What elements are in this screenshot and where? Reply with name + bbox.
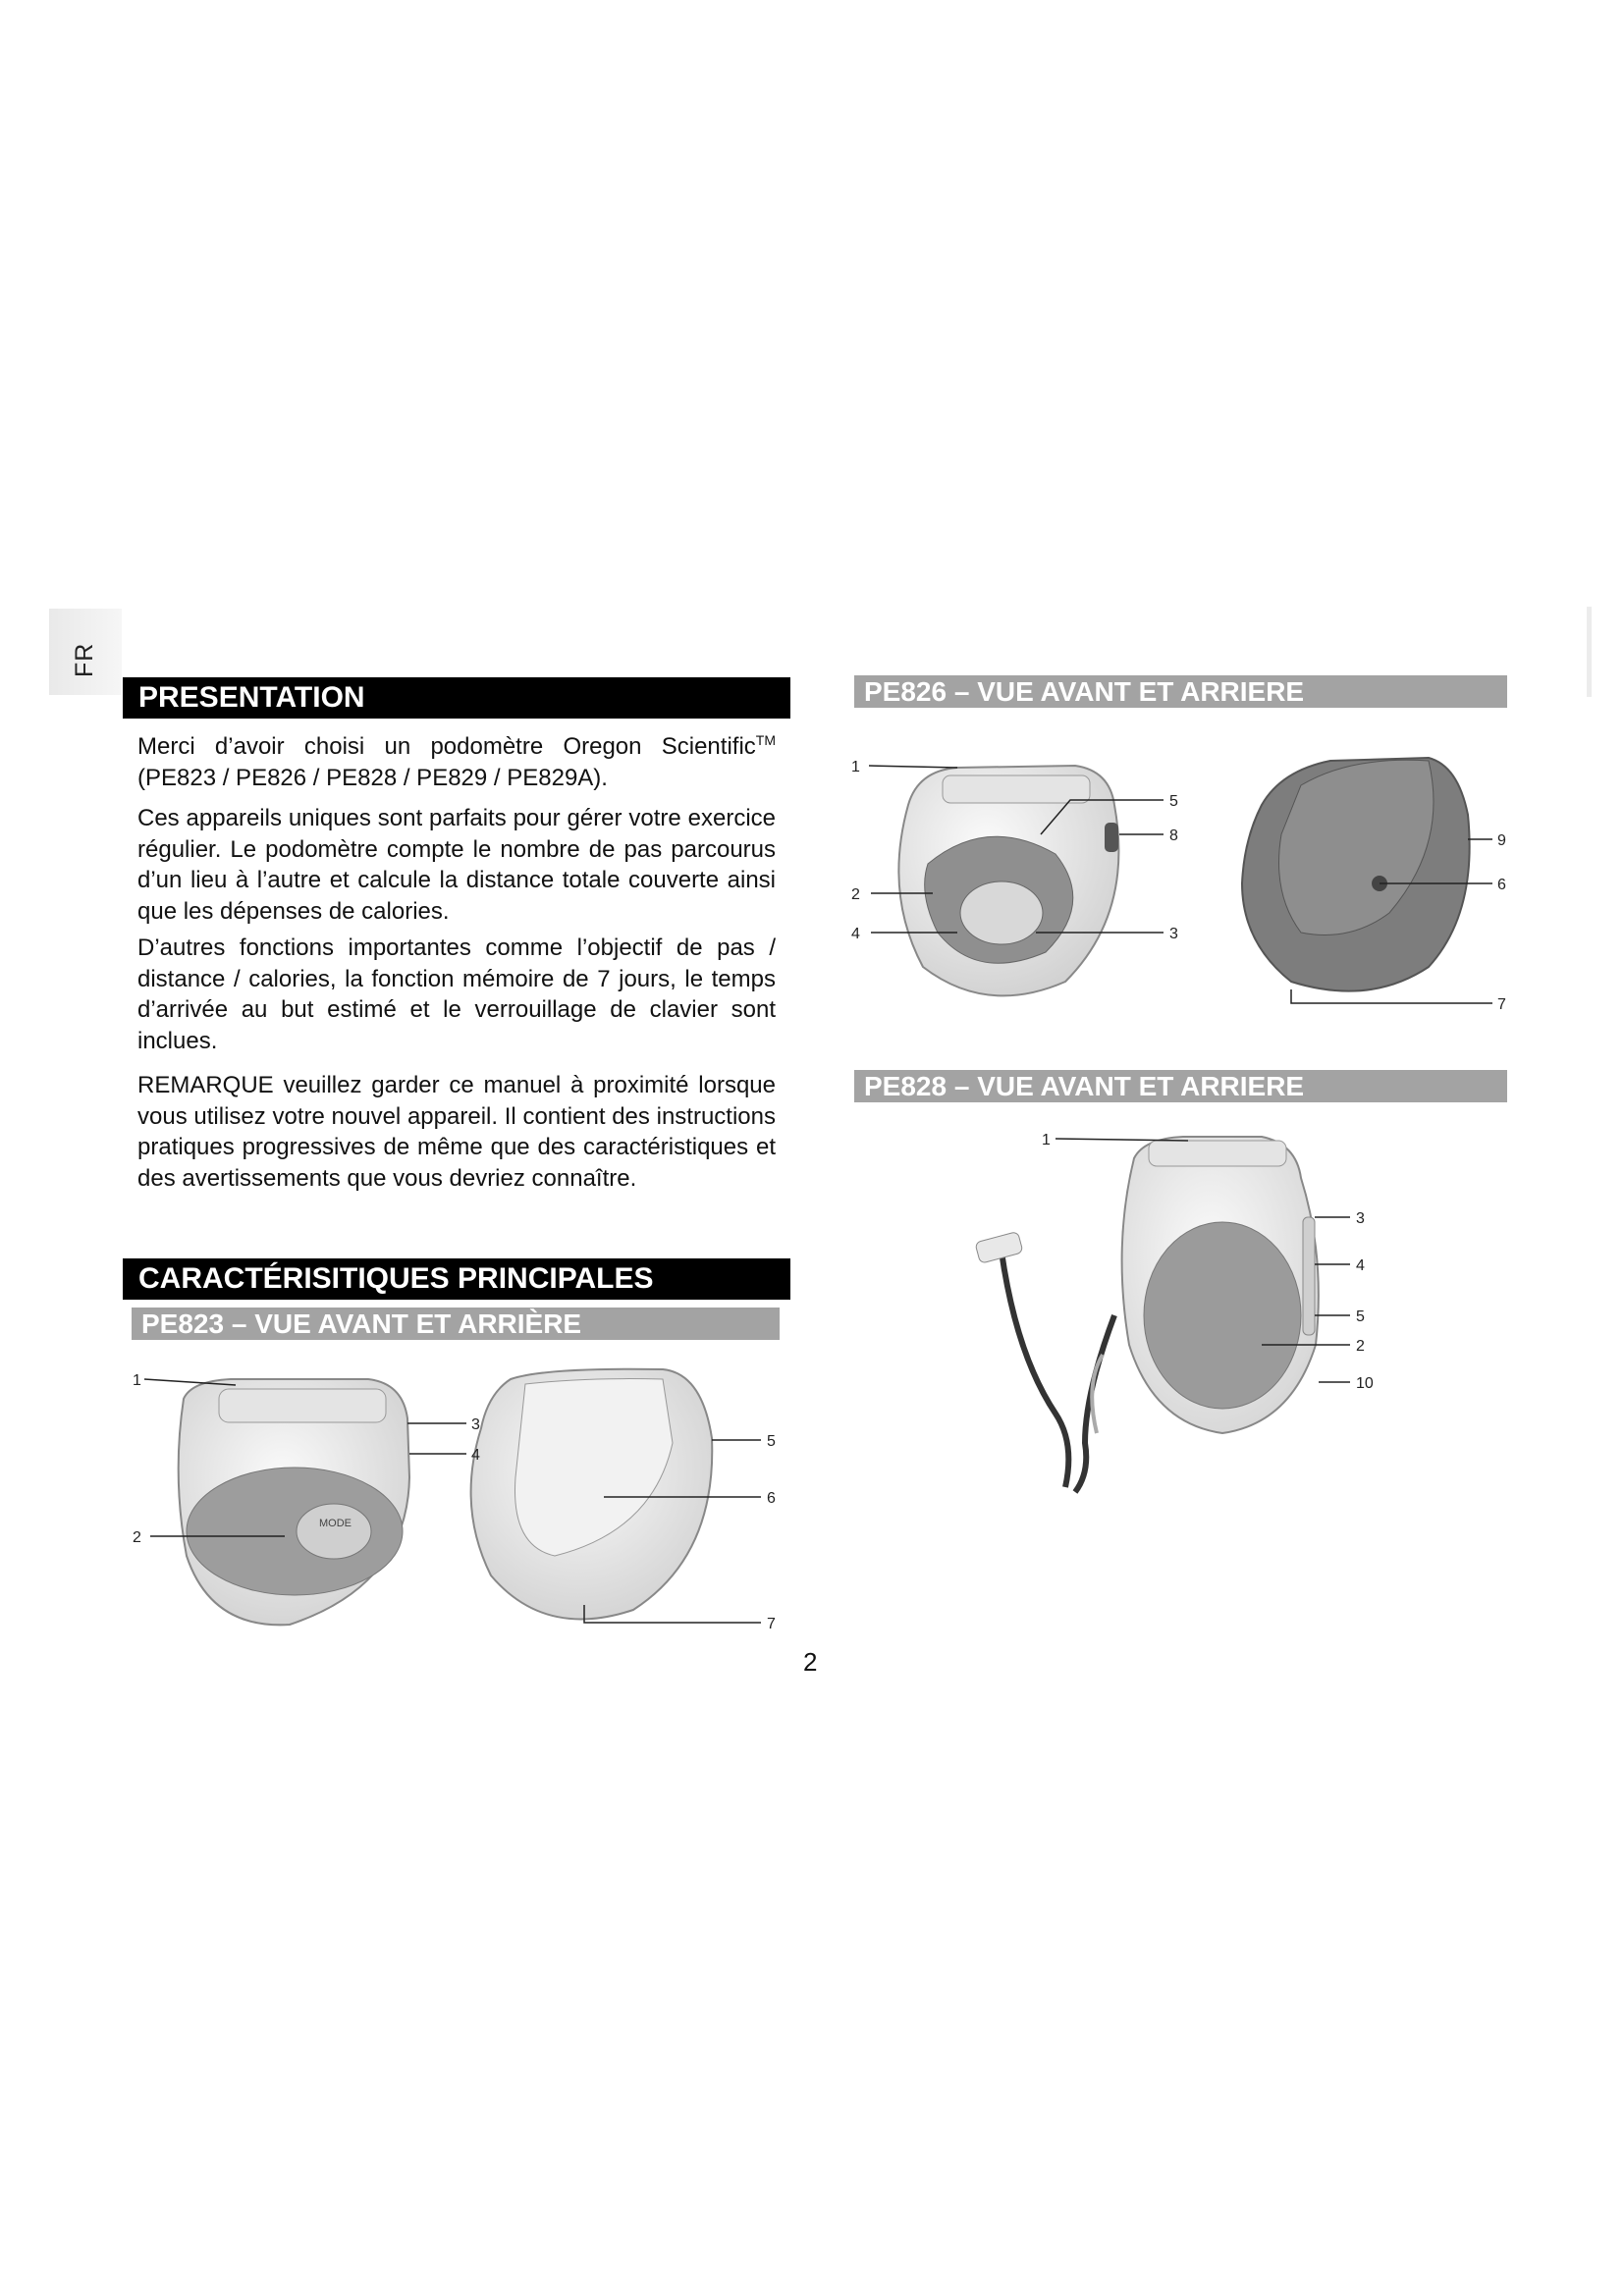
presentation-heading: PRESENTATION — [123, 677, 790, 719]
pe826-figure — [839, 746, 1517, 1021]
pe823-callout-2: 2 — [133, 1529, 141, 1546]
pe823-callout-7: 7 — [767, 1616, 776, 1632]
pe828-callout-3: 3 — [1356, 1210, 1365, 1227]
pe828-side-buttons — [1303, 1217, 1315, 1335]
pe828-callout-1: 1 — [1042, 1132, 1051, 1148]
pe826-heading: PE826 – VUE AVANT ET ARRIERE — [854, 675, 1507, 708]
pe828-display — [1149, 1141, 1286, 1166]
pe828-callout-10: 10 — [1356, 1375, 1374, 1392]
pe823-heading: PE823 – VUE AVANT ET ARRIÈRE — [132, 1308, 780, 1340]
pe823-callout-4: 4 — [471, 1447, 480, 1464]
page-number: 2 — [803, 1647, 818, 1677]
features-heading: CARACTÉRISITIQUES PRINCIPALES — [123, 1258, 790, 1300]
page-edge-mark — [1587, 607, 1592, 697]
pe826-callout-9: 9 — [1497, 832, 1506, 849]
pe823-button-label: MODE — [319, 1518, 352, 1529]
pe828-strap-clip — [975, 1231, 1023, 1263]
pe826-callout-2: 2 — [851, 886, 860, 903]
pe826-display — [943, 775, 1090, 803]
pe823-figure — [123, 1360, 790, 1639]
pe826-callout-1: 1 — [851, 759, 860, 775]
pe823-mode-button — [297, 1504, 371, 1559]
pe828-heading: PE828 – VUE AVANT ET ARRIERE — [854, 1070, 1507, 1102]
pe828-callout-4: 4 — [1356, 1257, 1365, 1274]
models-line: (PE823 / PE826 / PE828 / PE829 / PE829A). — [137, 764, 608, 791]
paragraph-3: D’autres fonctions importantes comme l’objectif de pas / distance / calories, la fonction mémoire de 7 jours, le temps d’arrivée au but estimé et le verrouillage de clavier sont inclues. — [137, 934, 776, 1054]
pe828-callout-2: 2 — [1356, 1338, 1365, 1355]
pe823-callout-5: 5 — [767, 1433, 776, 1450]
pe826-callout-5: 5 — [1169, 793, 1178, 810]
pe826-callout-6: 6 — [1497, 877, 1506, 893]
language-label: FR — [71, 642, 98, 677]
pe828-strap — [1001, 1252, 1068, 1487]
intro-line: Merci d’avoir choisi un podomètre Oregon Scientific — [137, 733, 756, 760]
pe828-panel — [1144, 1222, 1301, 1409]
pe823-display — [219, 1389, 386, 1422]
pe826-callout-7: 7 — [1497, 996, 1506, 1013]
paragraph-4: REMARQUE veuillez garder ce manuel à proximité lorsque vous utilisez votre nouvel appareil. Il contient des instructions pratiques progressives de même que des caractéristiques et des avertissements que vous devriez connaître. — [137, 1072, 776, 1192]
pe826-callout-4: 4 — [851, 926, 860, 942]
intro-paragraph — [137, 725, 776, 793]
pe823-callout-6: 6 — [767, 1490, 776, 1507]
pe826-side-button — [1105, 823, 1118, 852]
language-tab — [49, 609, 122, 695]
pe826-center-button — [960, 881, 1043, 944]
pe823-callout-1: 1 — [133, 1372, 141, 1389]
trademark: TM — [755, 732, 776, 748]
pe826-callout-3: 3 — [1169, 926, 1178, 942]
pe826-callout-8: 8 — [1169, 828, 1178, 844]
pe828-callout-5: 5 — [1356, 1308, 1365, 1325]
pe823-callout-3: 3 — [471, 1416, 480, 1433]
paragraph-2: Ces appareils uniques sont parfaits pour gérer votre exercice régulier. Le podomètre compte le nombre de pas parcourus d’un lieu à l’autre et calcule la distance totale couverte ainsi que les dépenses de calories. — [137, 805, 776, 925]
pe828-figure — [938, 1119, 1429, 1541]
